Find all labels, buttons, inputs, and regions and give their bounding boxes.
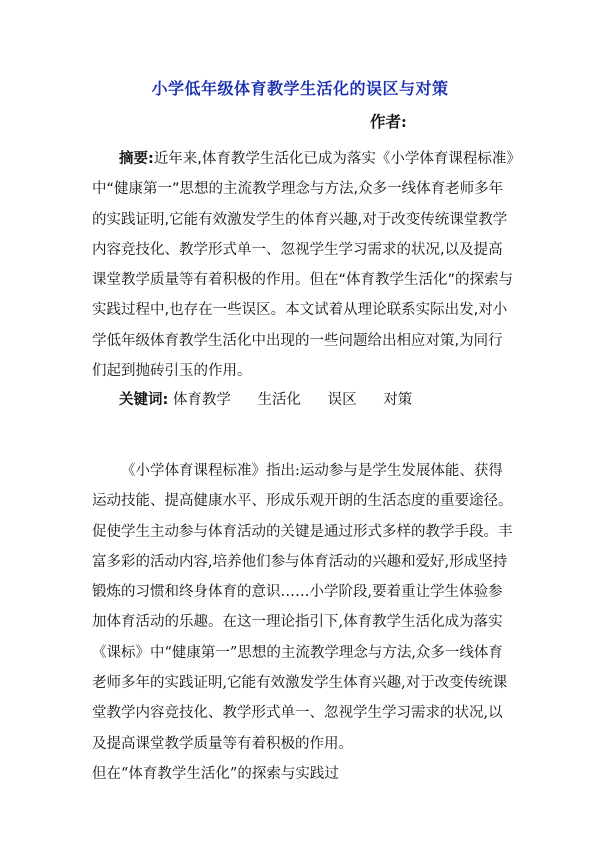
document-title: 小学低年级体育教学生活化的误区与对策 (151, 79, 449, 98)
abstract-paragraph (92, 144, 516, 386)
keyword-term: 对策 (383, 392, 413, 408)
keywords-label: 关键词: (119, 392, 169, 408)
author-label: 作者: (370, 112, 407, 131)
keyword-term: 生活化 (257, 392, 302, 408)
abstract-label: 摘要: (119, 151, 154, 167)
body-paragraph (92, 456, 516, 789)
keyword-term: 误区 (327, 392, 357, 408)
abstract-text: 近年来,体育教学生活化已成为落实《小学体育课程标准》中“健康第一”思想的主流教学理念与方法,众多一线体育老师多年的实践证明,它能有效激发学生的体育兴趣,对于改变传统课堂教学内容竞技化、教学形式单一、忽视学生学习需求的状况,以及提高课堂教学质量等有着积极的作用。但在“体育教学生活化”的探索与实践过程中,也存在一些误区。本文试着从理论联系实际出发,对小学低年级体育教学生活化中出现的一些问题给出相应对策,为同行们起到抛砖引玉的作用。 (92, 151, 514, 380)
body-text-tail: 但在“体育教学生活化”的探索与实践过 (92, 765, 339, 782)
keywords-line (119, 388, 434, 409)
body-text: 《小学体育课程标准》指出:运动参与是学生发展体能、获得运动技能、提高健康水平、形成乐观开朗的生活态度的重要途径。促使学生主动参与体育活动的关键是通过形式多样的教学手段。丰富多彩的活动内容,培养他们参与体育活动的兴趣和爱好,形成坚持锻炼的习惯和终身体育的意识……小学阶段,要着重让学生体验参加体育活动的乐趣。在这一理论指引下,体育教学生活化成为落实《课标》中“健康第一”思想的主流教学理念与方法,众多一线体育老师多年的实践证明,它能有效激发学生体育兴趣,对于改变传统课堂教学内容竞技化、教学形式单一、忽视学生学习需求的状况,以及提高课堂教学质量等有着积极的作用。 (92, 463, 513, 752)
keyword-term: 体育教学 (172, 392, 231, 408)
